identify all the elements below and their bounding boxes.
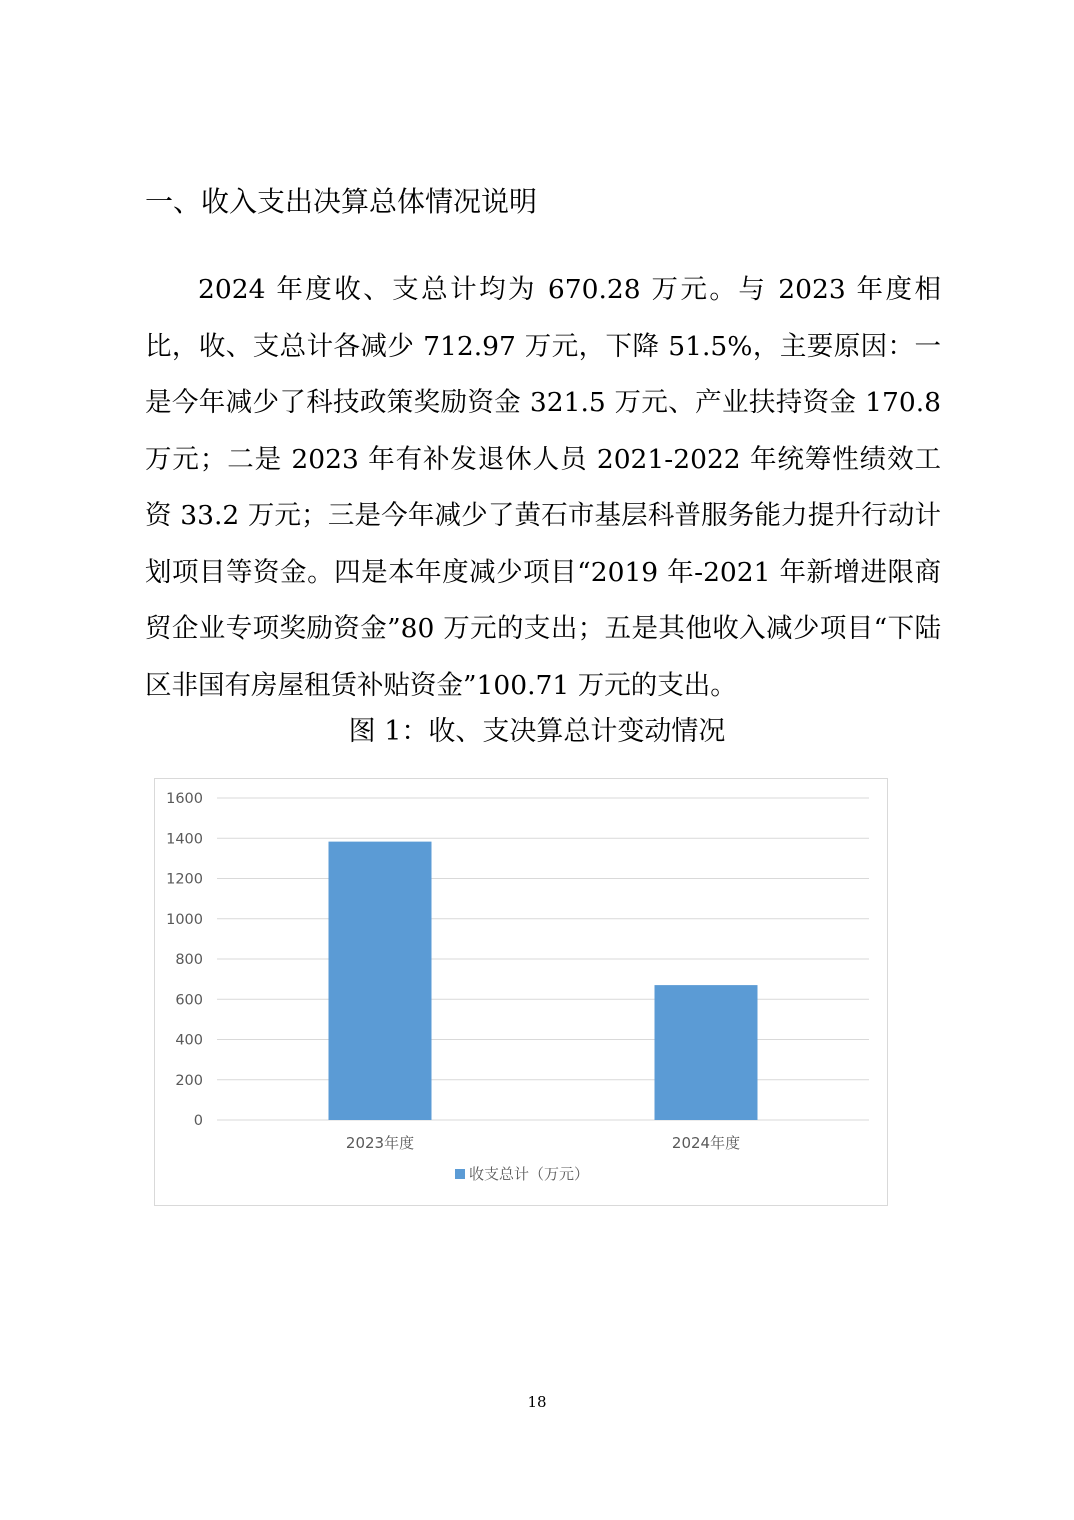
legend-swatch <box>455 1169 465 1179</box>
y-tick-label: 600 <box>175 992 203 1009</box>
legend-label: 收支总计（万元） <box>469 1165 590 1183</box>
figure-caption: 图 1：收、支决算总计变动情况 <box>348 716 726 747</box>
bar-chart-canvas <box>155 779 889 1207</box>
y-tick-label: 800 <box>175 952 203 968</box>
bar <box>329 842 432 1120</box>
bar <box>655 985 758 1120</box>
x-category-label: 2024年度 <box>671 1134 741 1152</box>
y-tick-label: 200 <box>175 1072 203 1089</box>
y-tick-label: 400 <box>175 1032 203 1049</box>
section-heading: 一、收入支出决算总体情况说明 <box>145 185 538 218</box>
y-tick-label: 1400 <box>166 831 203 848</box>
y-tick-label: 1600 <box>166 791 203 807</box>
y-tick-label: 1000 <box>166 911 203 928</box>
y-tick-label: 1200 <box>166 871 203 888</box>
x-category-label: 2023年度 <box>345 1134 415 1152</box>
y-tick-label: 0 <box>193 1113 203 1129</box>
bar-chart <box>154 778 888 1206</box>
body-paragraph: 2024 年度收、支总计均为 670.28 万元。与 2023 年度相比，收、支总计各减少 712.97 万元，下降 51.5%，主要原因：一是今年减少了科技政策奖励资金 321.5 万元、产业扶持资金 170.8 万元；二是 2023 年有补发退休人员 2021-2022 年统筹性绩效工资 33.2 万元；三是今年减少了黄石市基层科普服务能力提升行动计划项目等资金。四是本年度减少项目“2019 年-2021 年新增进限商贸企业专项奖励资金”80 万元的支出；五是其他收入减少项目“下陆区非国有房屋租赁补贴资金”100.71 万元的支出。 <box>145 274 941 701</box>
page-number: 18 <box>527 1393 547 1411</box>
